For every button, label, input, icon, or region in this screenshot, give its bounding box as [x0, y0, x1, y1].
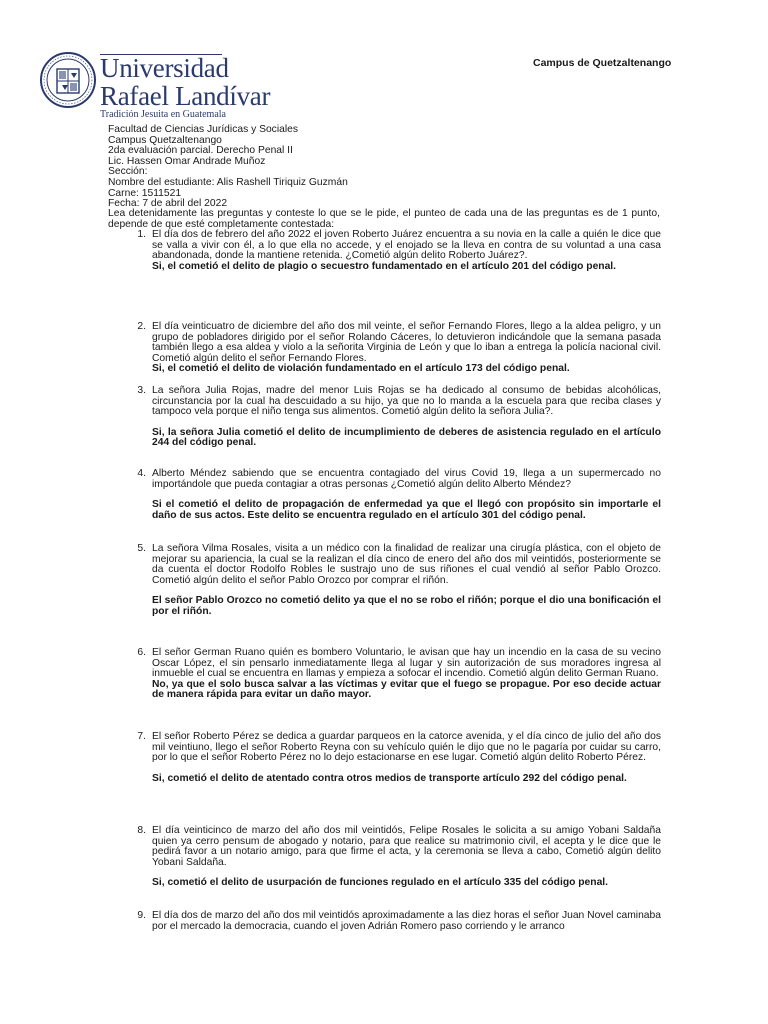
header-line: Sección:: [108, 166, 148, 178]
question-text: El señor German Ruano quién es bombero Voluntario, le avisan que hay un incendio en la casa de su vecino Oscar López, el sin pensarlo inmediatamente llega al lugar y sin autorización de sus moradores ingresa al inmueble el cual se encuentra en llamas y empieza a sofocar el incendio. Cometió algún delito German Ruano.: [152, 647, 661, 680]
exam-header: [108, 125, 348, 210]
question-number: 7.: [137, 731, 146, 742]
question-number: 1.: [137, 229, 146, 240]
question-answer: No, ya que el solo busca salvar a las víctimas y evitar que el fuego se propague. Por eso decide actuar de manera rápida para evitar un daño mayor.: [152, 678, 661, 701]
header-line: Facultad de Ciencias Jurídicas y Sociales: [108, 124, 299, 135]
question-answer: Si el cometió el delito de propagación de enfermedad ya que el llegó con propósito sin importarle el daño de sus actos. Este delito se encuentra regulado en el artículo 301 del código penal.: [152, 499, 661, 521]
university-name-line2: Rafael Landívar: [100, 81, 271, 111]
question-item: [128, 230, 661, 272]
university-tagline: Tradición Jesuita en Guatemala: [100, 109, 226, 120]
question-item: [128, 826, 661, 889]
question-item: [128, 911, 661, 932]
question-number: 8.: [137, 825, 146, 836]
question-answer: Si, el cometió el delito de plagio o secuestro fundamentado en el artículo 201 del código penal.: [152, 260, 617, 272]
question-text: Alberto Méndez sabiendo que se encuentra contagiado del virus Covid 19, llega a un supermercado no importándole que pueda contagiar a otras personas ¿Cometió algún delito Alberto Méndez?: [152, 468, 661, 490]
question-text: El día veinticuatro de diciembre del año dos mil veinte, el señor Fernando Flores, llego a la aldea peligro, y un grupo de pobladores dirigido por el señor Rolando Cáceres, lo detuvieron indicándole que la semana pasada también llego a esa aldea y violo a la señorita Virginia de León y que lo iban a entrega la policía nacional civil. Cometió algún delito el señor Fernando Flores.: [152, 321, 661, 364]
question-answer: El señor Pablo Orozco no cometió delito ya que el no se robo el riñón; porque el dio una bonificación el por el riñón.: [152, 595, 661, 617]
question-item: [128, 469, 661, 521]
question-text: El día dos de marzo del año dos mil veintidós aproximadamente a las diez horas el señor Juan Novel caminaba por el mercado la democracia, cuando el joven Adrián Romero paso corriendo y le arranco: [152, 910, 661, 932]
question-answer: Si, el cometió el delito de violación fundamentado en el artículo 173 del código penal.: [152, 363, 570, 375]
campus-header: Campus de Quetzaltenango: [533, 57, 672, 69]
header-line: Fecha: 7 de abril del 2022: [108, 198, 228, 210]
header-line: Lic. Hassen Omar Andrade Muñoz: [108, 155, 266, 167]
question-number: 9.: [137, 910, 146, 921]
question-number: 3.: [137, 385, 146, 396]
university-name-line1: Universidad: [100, 53, 229, 83]
header-line: Carne: 1511521: [108, 187, 182, 199]
question-item: [128, 648, 661, 701]
university-name: [100, 54, 270, 110]
instructions: Lea detenidamente las preguntas y conteste lo que se le pide, el punteo de cada una de las preguntas es de 1 punto, depende de que esté completamente contestada:: [108, 208, 660, 230]
question-text: La señora Vilma Rosales, visita a un médico con la finalidad de realizar una cirugía plástica, con el objeto de mejorar su apariencia, la cual se la realizan el día cinco de enero del año dos mil veintidós, posteriormente se da cuenta el doctor Rodolfo Robles le sustrajo uno de sus riñones el cual vendió al señor Pablo Orozco. Cometió algún delito el señor Pablo Orozco por comprar el riñón.: [152, 543, 661, 586]
header-line: Campus Quetzaltenango: [108, 134, 222, 146]
question-number: 6.: [137, 647, 146, 658]
question-text: El señor Roberto Pérez se dedica a guardar parqueos en la catorce avenida, y el día cinco de julio del año dos mil veintiuno, llego el señor Roberto Reyna con su vehículo quién le dijo que no le pagaría por cuidar su carro, por lo que el señor Roberto Pérez no lo dejo estacionarse en ese lugar. Cometió algún delito Roberto Pérez.: [152, 731, 661, 764]
question-item: [128, 386, 661, 449]
question-number: 5.: [137, 543, 146, 554]
question-item: [128, 544, 661, 618]
university-seal-icon: [40, 52, 96, 108]
question-number: 4.: [137, 468, 146, 479]
question-answer: Si, cometió el delito de usurpación de funciones regulado en el artículo 335 del código penal.: [152, 877, 609, 889]
question-text: El día veinticinco de marzo del año dos mil veintidós, Felipe Rosales le solicita a su amigo Yobani Saldaña quien ya cerro pensum de abogado y notario, para que realice su matrimonio civil, el acepta y le dice que le pedirá favor a un notario amigo, para que firme el acta, y la ceremonia se lleva a cabo, Cometió algún delito Yobani Saldaña.: [152, 825, 661, 868]
question-item: [128, 322, 661, 375]
question-text: El día dos de febrero del año 2022 el joven Roberto Juárez encuentra a su novia en la calle a quién le dice que se valla a vivir con él, a lo que ella no accede, y el enojado se la lleva en contra de su voluntad a una casa abandonada, donde la mantiene retenida. ¿Cometió algún delito Roberto Juárez?.: [152, 229, 661, 262]
header-line: 2da evaluación parcial. Derecho Penal II: [108, 145, 293, 157]
question-answer: Si, cometió el delito de atentado contra otros medios de transporte artículo 292 del código penal.: [152, 772, 627, 784]
header-line: Nombre del estudiante: Alis Rashell Tiriquiz Guzmán: [108, 176, 348, 188]
question-answer: Si, la señora Julia cometió el delito de incumplimiento de deberes de asistencia regulado en el artículo 244 del código penal.: [152, 426, 661, 449]
question-item: [128, 732, 661, 784]
question-text: La señora Julia Rojas, madre del menor Luis Rojas se ha dedicado al consumo de bebidas alcohólicas, circunstancia por la cual ha descuidado a su hijo, ya que no lo manda a la escuela para que reciba clases y tampoco vela porque el niño tenga sus alimentos. Cometió algún delito la señora Julia?.: [152, 385, 661, 418]
question-number: 2.: [137, 321, 146, 332]
